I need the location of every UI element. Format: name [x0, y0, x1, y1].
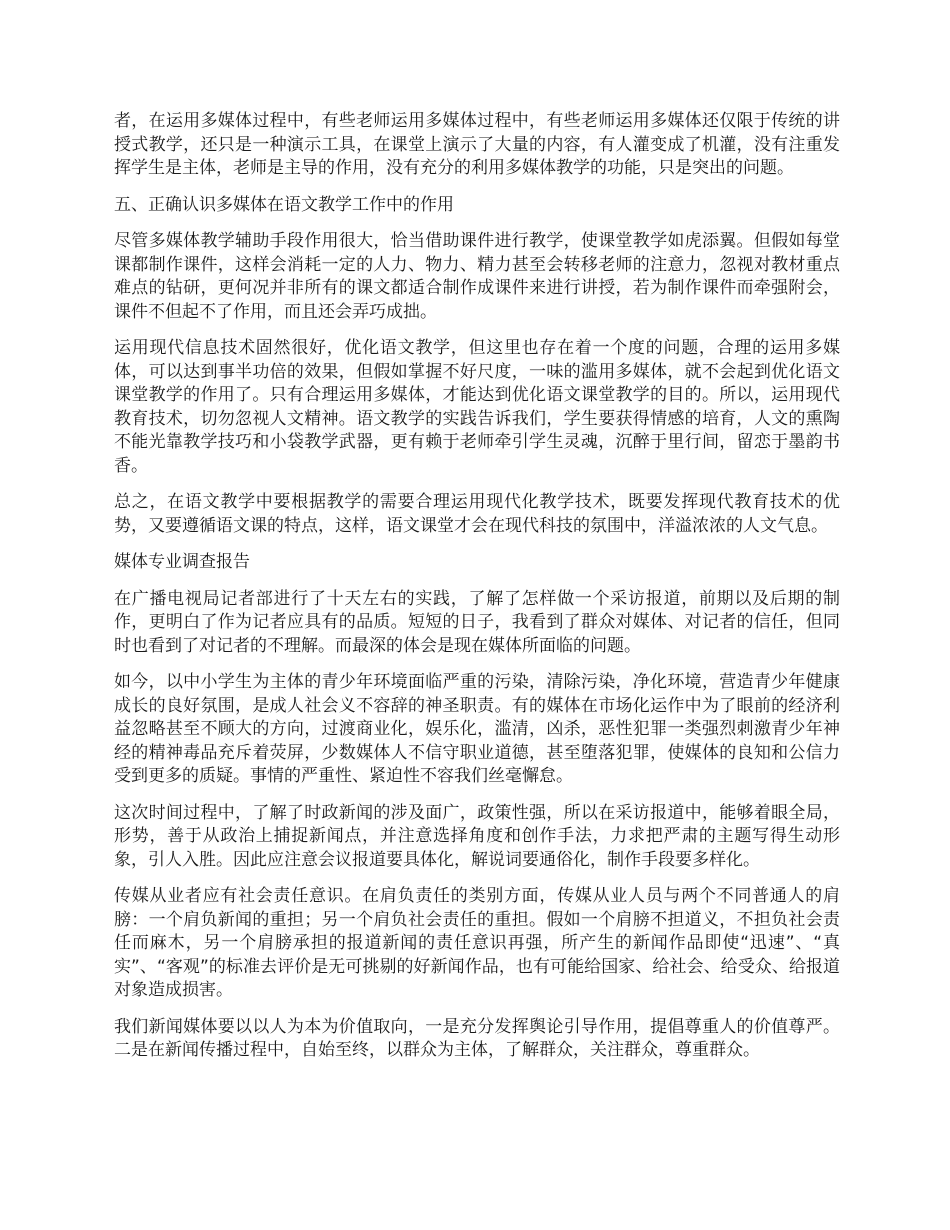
paragraph-social-responsibility: 传媒从业者应有社会责任意识。在肩负责任的类别方面，传媒从业人员与两个不同普通人的肩膀：一个肩负新闻的重担；另一个肩负社会责任的重担。假如一个肩膀不担道义，不担负社会责任而麻木，另一个肩膀承担的报道新闻的责任意识再强，所产生的新闻作品即使“迅速”、“真实”、“客观”的标准去评价是无可挑剔的好新闻作品，也有可能给国家、给社会、给受众、给报道对象造成损害。: [114, 886, 840, 1000]
paragraph-conclusion: 总之，在语文教学中要根据教学的需要合理运用现代化教学技术，既要发挥现代教育技术的优势，又要遵循语文课的特点，这样，语文课堂才会在现代科技的氛围中，洋溢浓浓的人文气息。: [114, 492, 840, 536]
paragraph-people-oriented: 我们新闻媒体要以以人为本为价值取向，一是充分发挥舆论引导作用，提倡尊重人的价值尊严。二是在新闻传播过程中，自始至终，以群众为主体，了解群众，关注群众，尊重群众。: [114, 1016, 840, 1060]
paragraph-youth-environment: 如今，以中小学生为主体的青少年环境面临严重的污染，清除污染，净化环境，营造青少年健康成长的良好氛围，是成人社会义不容辞的神圣职责。有的媒体在市场化运作中为了眼前的经济利益忽略甚至不顾大的方向，过渡商业化，娱乐化，滥清，凶杀，恶性犯罪一类强烈刺激青少年神经的精神毒品充斥着荧屏，少数媒体人不信守职业道德，甚至堕落犯罪，使媒体的良知和公信力受到更多的质疑。事情的严重性、紧迫性不容我们丝毫懈怠。: [114, 672, 840, 786]
paragraph-modern-technology: 运用现代信息技术固然很好，优化语文教学，但这里也存在着一个度的问题，合理的运用多媒体，可以达到事半功倍的效果，但假如掌握不好尺度，一味的滥用多媒体，就不会起到优化语文课堂教学的作用了。只有合理运用多媒体，才能达到优化语文课堂教学的目的。所以，运用现代教育技术，切勿忽视人文精神。语文教学的实践告诉我们，学生要获得情感的培育，人文的熏陶不能光靠教学技巧和小袋教学武器，更有赖于老师牵引学生灵魂，沉醉于里行间，留恋于墨韵书香。: [114, 338, 840, 476]
report-title: 媒体专业调查报告: [114, 552, 250, 572]
paragraph-courseware-usage: 尽管多媒体教学辅助手段作用很大，恰当借助课件进行教学，使课堂教学如虎添翼。但假如每堂课都制作课件，这样会消耗一定的人力、物力、精力甚至会转移老师的注意力，忽视对教材重点难点的钻研，更何况并非所有的课文都适合制作成课件来进行讲授，若为制作课件而牵强附会，课件不但起不了作用，而且还会弄巧成拙。: [114, 231, 840, 322]
document-page: [114, 110, 840, 1076]
paragraph-multimedia-problems: 者，在运用多媒体过程中，有些老师运用多媒体过程中，有些老师运用多媒体还仅限于传统的讲授式教学，还只是一种演示工具，在课堂上演示了大量的内容，有人灌变成了机灌，没有注重发挥学生是主体，老师是主导的作用，没有充分的利用多媒体教学的功能，只是突出的问题。: [114, 111, 840, 178]
paragraph-political-news: 这次时间过程中，了解了时政新闻的涉及面广，政策性强，所以在采访报道中，能够着眼全局，形势，善于从政治上捕捉新闻点，并注意选择角度和创作手法，力求把严肃的主题写得生动形象，引人入胜。因此应注意会议报道要具体化，解说词要通俗化，制作手段要多样化。: [114, 802, 840, 870]
section-heading-five: 五、正确认识多媒体在语文教学工作中的作用: [114, 194, 454, 215]
paragraph-internship: 在广播电视局记者部进行了十天左右的实践，了解了怎样做一个采访报道，前期以及后期的制作，更明白了作为记者应具有的品质。短短的日子，我看到了群众对媒体、对记者的信任，但同时也看到了对记者的不理解。而最深的体会是现在媒体所面临的问题。: [114, 588, 840, 656]
